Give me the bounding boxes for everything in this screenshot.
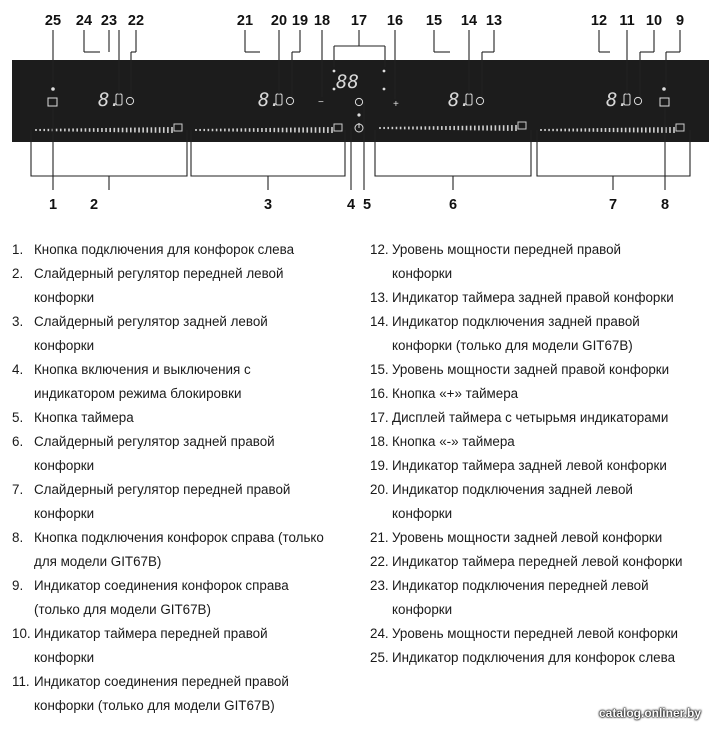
legend-item-text <box>392 550 710 574</box>
legend-item-line: Слайдерный регулятор передней левой <box>34 266 284 281</box>
legend-item-number: 20. <box>370 482 389 497</box>
legend-item-line: Кнопка таймера <box>34 410 134 425</box>
legend-item-number: 16. <box>370 386 389 401</box>
legend-right-column <box>370 238 710 670</box>
legend-item <box>370 238 710 286</box>
legend-item-text <box>392 454 710 478</box>
legend-item-number: 13. <box>370 290 389 305</box>
legend-item-number: 14. <box>370 314 389 329</box>
legend-item-number: 21. <box>370 530 389 545</box>
legend-item <box>12 238 357 262</box>
legend-item <box>370 382 710 406</box>
legend-item <box>12 262 357 310</box>
callout-24: 24 <box>75 13 93 29</box>
legend-item <box>370 574 710 622</box>
legend-item <box>370 478 710 526</box>
callout-13: 13 <box>485 13 503 29</box>
callout-17: 17 <box>350 13 368 29</box>
legend-item-number: 7. <box>12 482 24 497</box>
callout-15: 15 <box>425 13 443 29</box>
legend-item-text <box>34 430 357 478</box>
timer-minus-button-symbol: − <box>318 97 324 108</box>
legend-item-line: Кнопка «-» таймера <box>392 434 515 449</box>
legend-item-text <box>34 670 357 718</box>
timer-indicator-dot <box>383 88 386 91</box>
legend-item <box>12 406 357 430</box>
legend-item-line: Уровень мощности передней правой <box>392 242 622 257</box>
legend-item-line: конфорки <box>34 650 95 665</box>
legend-item-text <box>392 238 710 286</box>
legend-item <box>370 358 710 382</box>
legend-item-line: конфорки <box>392 506 453 521</box>
callout-1: 1 <box>48 197 58 213</box>
legend-item-number: 6. <box>12 434 24 449</box>
power-level-front-right-display: 8. <box>606 89 629 111</box>
legend-item-number: 1. <box>12 242 24 257</box>
legend-item-text <box>34 238 357 262</box>
legend-item <box>370 526 710 550</box>
legend-item-number: 24. <box>370 626 389 641</box>
legend-item-number: 4. <box>12 362 24 377</box>
callout-9: 9 <box>675 13 685 29</box>
legend-item-number: 8. <box>12 530 24 545</box>
legend-item-text <box>392 382 710 406</box>
lock-indicator-dot <box>357 113 360 116</box>
callout-16: 16 <box>386 13 404 29</box>
legend-item-line: Уровень мощности задней левой конфорки <box>392 530 663 545</box>
legend-item <box>12 526 357 574</box>
callout-19: 19 <box>291 13 309 29</box>
legend-item-number: 18. <box>370 434 389 449</box>
legend-item-text <box>392 358 710 382</box>
timer-plus-button-symbol: + <box>393 99 399 110</box>
legend-item-line: конфорки <box>34 458 95 473</box>
legend-item-line: Индикатор подключения задней правой <box>392 314 640 329</box>
legend-item <box>370 622 710 646</box>
legend-item <box>370 406 710 430</box>
link-indicator-dot-left <box>51 87 55 91</box>
legend-item <box>12 622 357 670</box>
legend-item-text <box>392 526 710 550</box>
legend-item-line: конфорки (только для модели GIT67B) <box>392 338 633 353</box>
callout-20: 20 <box>270 13 288 29</box>
legend-item-line: индикатором режима блокировки <box>34 386 242 401</box>
callout-11: 11 <box>619 13 635 29</box>
legend-item-line: Слайдерный регулятор задней левой <box>34 314 268 329</box>
legend-item-line: Слайдерный регулятор задней правой <box>34 434 275 449</box>
legend-item-text <box>34 262 357 310</box>
legend-item-line: Дисплей таймера с четырьмя индикаторами <box>392 410 669 425</box>
legend-item-number: 9. <box>12 578 24 593</box>
legend-item <box>12 478 357 526</box>
callout-12: 12 <box>590 13 608 29</box>
cooktop-control-panel-diagram <box>0 0 715 222</box>
legend-item <box>370 550 710 574</box>
legend-item-line: конфорки <box>34 290 95 305</box>
legend-item-line: конфорки (только для модели GIT67B) <box>34 698 275 713</box>
power-level-front-left-display: 8. <box>98 89 121 111</box>
legend-item-number: 11. <box>12 674 30 689</box>
legend-item-line: Индикатор подключения задней левой <box>392 482 633 497</box>
legend-item <box>12 670 357 718</box>
legend-item-text <box>392 430 710 454</box>
legend-item <box>12 358 357 406</box>
legend-item <box>12 310 357 358</box>
legend-item-line: Кнопка включения и выключения с <box>34 362 251 377</box>
legend-item <box>370 646 710 670</box>
legend-item-text <box>392 406 710 430</box>
legend-item-text <box>34 526 357 574</box>
legend-item-text <box>392 310 710 358</box>
legend-left-column <box>12 238 357 718</box>
legend-item-line: Индикатор таймера задней правой конфорки <box>392 290 674 305</box>
legend-item <box>370 430 710 454</box>
callout-10: 10 <box>645 13 663 29</box>
legend-item-line: Индикатор соединения конфорок справа <box>34 578 289 593</box>
power-level-rear-right-display: 8. <box>448 89 471 111</box>
legend-item-line: для модели GIT67B) <box>34 554 162 569</box>
link-indicator-dot-right <box>662 87 666 91</box>
callout-8: 8 <box>660 197 670 213</box>
callout-25: 25 <box>44 13 62 29</box>
legend-item-line: (только для модели GIT67B) <box>34 602 211 617</box>
callout-6: 6 <box>448 197 458 213</box>
timer-display: 88 <box>336 71 359 93</box>
legend-item-line: Индикатор таймера передней правой <box>34 626 268 641</box>
legend-item-number: 15. <box>370 362 389 377</box>
legend-item-number: 10. <box>12 626 31 641</box>
legend-item-line: конфорки <box>34 506 95 521</box>
timer-indicator-dot <box>333 70 336 73</box>
legend-item-number: 17. <box>370 410 389 425</box>
legend-item-line: Индикатор таймера задней левой конфорки <box>392 458 667 473</box>
legend-item-text <box>34 478 357 526</box>
legend-item-line: Уровень мощности задней правой конфорки <box>392 362 670 377</box>
callout-23: 23 <box>100 13 118 29</box>
callout-2: 2 <box>89 197 99 213</box>
legend-item <box>12 430 357 478</box>
legend-item-text <box>34 358 357 406</box>
watermark: catalog.onliner.by <box>598 706 701 720</box>
legend-item-line: Кнопка подключения конфорок справа (только <box>34 530 324 545</box>
legend-item-number: 2. <box>12 266 24 281</box>
legend-item <box>370 454 710 478</box>
legend-item-line: конфорки <box>392 266 453 281</box>
legend-item <box>370 310 710 358</box>
timer-indicator-dot <box>383 70 386 73</box>
legend-item-text <box>392 646 710 670</box>
legend-item-line: Индикатор таймера передней левой конфорки <box>392 554 683 569</box>
callout-3: 3 <box>263 197 273 213</box>
legend-item-line: Индикатор соединения передней правой <box>34 674 289 689</box>
callout-18: 18 <box>313 13 331 29</box>
callout-7: 7 <box>608 197 618 213</box>
legend-item-number: 23. <box>370 578 389 593</box>
legend-item-number: 5. <box>12 410 24 425</box>
legend-item-text <box>392 574 710 622</box>
legend-item-text <box>392 622 710 646</box>
callout-22: 22 <box>127 13 145 29</box>
legend-item-number: 12. <box>370 242 389 257</box>
legend-item-number: 25. <box>370 650 389 665</box>
legend-item-line: Слайдерный регулятор передней правой <box>34 482 291 497</box>
legend-item <box>12 574 357 622</box>
legend-item-number: 22. <box>370 554 389 569</box>
callout-4: 4 <box>346 197 356 213</box>
legend-item-text <box>34 310 357 358</box>
legend-item-number: 3. <box>12 314 24 329</box>
legend-item-line: Уровень мощности передней левой конфорки <box>392 626 678 641</box>
legend-item-line: Кнопка «+» таймера <box>392 386 519 401</box>
timer-indicator-dot <box>333 88 336 91</box>
legend-item-line: конфорки <box>34 338 95 353</box>
legend-item-text <box>34 406 357 430</box>
power-level-rear-left-display: 8. <box>258 89 281 111</box>
legend-item-text <box>34 574 357 622</box>
legend-item-text <box>34 622 357 670</box>
legend-item-line: Индикатор подключения передней левой <box>392 578 649 593</box>
callout-21: 21 <box>236 13 254 29</box>
legend-item-line: Индикатор подключения для конфорок слева <box>392 650 676 665</box>
legend-item-text <box>392 286 710 310</box>
legend-item-text <box>392 478 710 526</box>
callout-5: 5 <box>362 197 372 213</box>
legend-item-line: конфорки <box>392 602 453 617</box>
legend-item-line: Кнопка подключения для конфорок слева <box>34 242 295 257</box>
legend-item-number: 19. <box>370 458 389 473</box>
legend-item <box>370 286 710 310</box>
callout-14: 14 <box>460 13 478 29</box>
